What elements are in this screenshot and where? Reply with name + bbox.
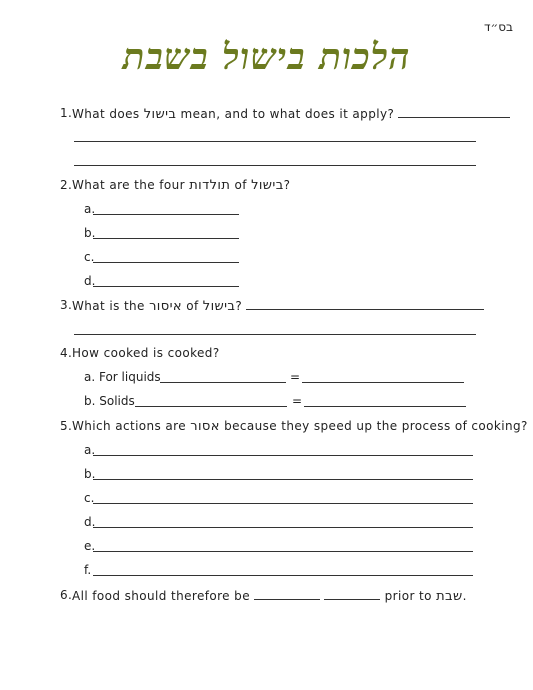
answer-line[interactable]	[93, 214, 239, 215]
answer-blank[interactable]	[398, 106, 510, 118]
item-label: a.	[84, 202, 96, 216]
question-number: 4.	[60, 346, 73, 360]
item-label: c.	[84, 250, 95, 264]
answer-blank[interactable]	[324, 588, 380, 600]
answer-blank[interactable]	[246, 298, 484, 310]
answer-line[interactable]	[135, 406, 287, 407]
answer-line[interactable]	[74, 165, 476, 166]
item-label: c.	[84, 491, 95, 505]
answer-line[interactable]	[93, 527, 473, 528]
item-label: b. Solids	[84, 394, 135, 408]
besiyata-dishmaya: בס״ד	[483, 20, 513, 34]
question-number: 6.	[60, 588, 73, 602]
item-label: d.	[84, 274, 96, 288]
sub-question-a	[84, 370, 161, 384]
sub-question-b	[84, 394, 135, 408]
answer-line[interactable]	[304, 406, 466, 407]
answer-line[interactable]	[302, 382, 464, 383]
answer-line[interactable]	[93, 262, 239, 263]
answer-line[interactable]	[93, 503, 473, 504]
answer-line[interactable]	[93, 286, 239, 287]
answer-line[interactable]	[74, 141, 476, 142]
answer-line[interactable]	[93, 238, 239, 239]
question-text: What is the איסור of בישול?	[72, 298, 484, 314]
item-label: d.	[84, 515, 96, 529]
answer-blank[interactable]	[254, 588, 320, 600]
item-label: f.	[84, 563, 92, 577]
item-label: b.	[84, 467, 96, 481]
item-label: a. For liquids	[84, 370, 161, 384]
question-text: What does בישול mean, and to what does it apply?	[72, 106, 510, 122]
answer-line[interactable]	[93, 479, 473, 480]
answer-line[interactable]	[74, 334, 476, 335]
question-number: 3.	[60, 298, 73, 312]
question-text: All food should therefore be prior to שבת.	[72, 589, 467, 604]
question-number: 1.	[60, 106, 73, 120]
answer-line[interactable]	[93, 455, 473, 456]
question-text: How cooked is cooked?	[72, 346, 220, 360]
page-title: הלכות בישול בשבת	[122, 36, 411, 78]
equals-sign: =	[290, 370, 301, 384]
question-text: What are the four תולדות of בישול?	[72, 178, 291, 193]
item-label: a.	[84, 443, 96, 457]
question-text: Which actions are אסור because they speed up the process of cooking?	[72, 419, 528, 434]
question-number: 5.	[60, 419, 73, 433]
answer-line[interactable]	[93, 575, 473, 576]
answer-line[interactable]	[160, 382, 286, 383]
item-label: b.	[84, 226, 96, 240]
answer-line[interactable]	[93, 551, 473, 552]
equals-sign: =	[292, 394, 303, 408]
item-label: e.	[84, 539, 96, 553]
question-number: 2.	[60, 178, 73, 192]
